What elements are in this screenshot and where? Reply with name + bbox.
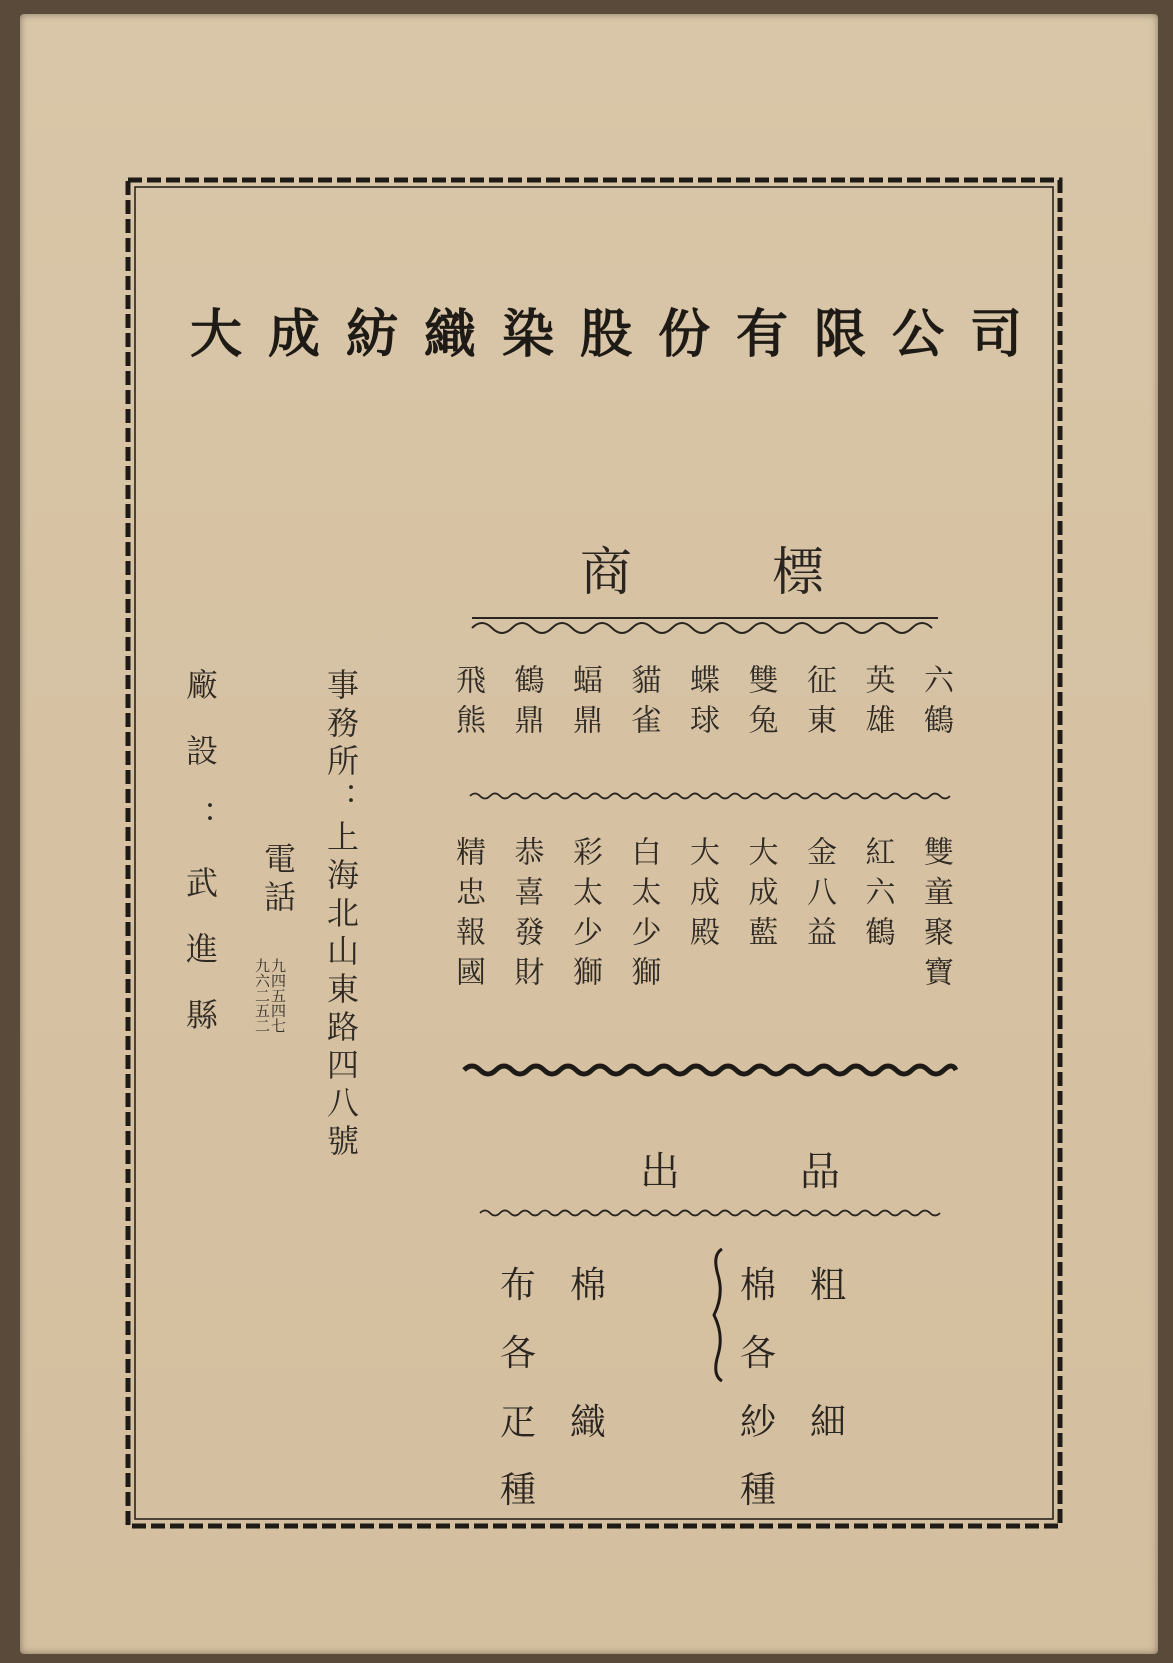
product-row: 布棉各: [500, 1265, 641, 1375]
trademark-name: 精忠報國: [450, 836, 485, 996]
trademark-bottom-rule: [460, 1060, 960, 1080]
company-title: 大成紡織染股份有限公司: [190, 305, 1049, 365]
phone-number-2: 九六二五二: [253, 958, 271, 1033]
trademark-name: 雙兔: [742, 664, 778, 744]
products-brace: [708, 1245, 730, 1385]
trademark-name: 飛熊: [450, 664, 485, 744]
trademark-name: 雙童聚寶: [918, 836, 953, 996]
office-address-line: [322, 668, 360, 1162]
trademark-name: 恭喜發財: [508, 836, 544, 996]
trademark-name: 白太少獅: [625, 836, 661, 996]
trademark-name: 鶴鼎: [508, 664, 544, 744]
trademark-divider: [468, 790, 958, 802]
trademark-name: 紅六鶴: [859, 836, 895, 956]
office-label: 事務所: [322, 668, 360, 782]
product-item: [740, 1252, 940, 1526]
products-heading-rule: [478, 1208, 948, 1218]
trademark-name: 六鶴: [918, 664, 953, 744]
trademark-name: 蝠鼎: [567, 664, 602, 744]
trademark-name: 大成藍: [742, 836, 778, 956]
phone-number-1: 九四五四七: [269, 958, 287, 1033]
trademark-name: 征東: [801, 664, 836, 744]
trademark-name: 英雄: [859, 664, 895, 744]
address-colon: ：: [322, 782, 360, 820]
trademark-heading-rule: [470, 614, 940, 638]
trademark-heading: 商標: [580, 543, 965, 603]
trademark-name: 貓雀: [625, 664, 661, 744]
factory-line: [181, 668, 219, 1064]
factory-location: 武進縣: [181, 866, 219, 1064]
office-address: 上海北山東路四八號: [322, 820, 360, 1162]
trademark-name: 蝶球: [684, 664, 719, 744]
phone-label: 電話: [259, 842, 297, 918]
trademark-name: 金八益: [801, 836, 836, 956]
trademark-name: 大成殿: [684, 836, 719, 956]
factory-colon: ：: [181, 800, 219, 866]
products-heading: 出品: [640, 1149, 960, 1195]
factory-label: 廠設: [181, 668, 219, 800]
trademark-name: 彩太少獅: [567, 836, 602, 996]
product-row: 紗細種: [740, 1401, 881, 1512]
product-item: [500, 1252, 700, 1526]
product-row: 棉粗各: [740, 1265, 881, 1375]
product-row: 疋織種: [500, 1401, 641, 1512]
